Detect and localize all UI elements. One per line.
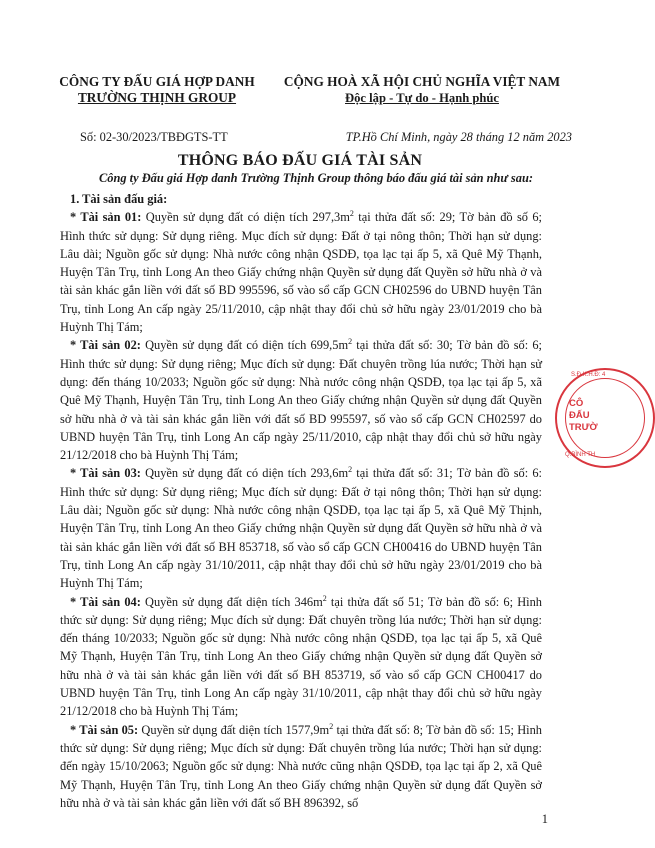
place-date: TP.Hồ Chí Minh, ngày 28 tháng 12 năm 2023 bbox=[345, 130, 572, 144]
section-heading: 1. Tài sản đấu giá: bbox=[70, 192, 168, 206]
asset-item bbox=[60, 721, 542, 812]
superscript: 2 bbox=[349, 209, 354, 219]
asset-area: Quyền sử dụng đất diện tích 1577,9m bbox=[138, 722, 330, 737]
asset-item bbox=[60, 208, 542, 336]
document-body bbox=[60, 190, 542, 812]
asset-text: tại thửa đất số: 8; Tờ bản đồ số: 15; Hình thức sử dụng: Sử dụng riêng; Mục đích sử dụng: Đất chuyên trồng lúa nước; Thời hạn sử dụng: đến ngày 15/10/2063; Nguồn gốc sử dụng: Nhà nước cũng nhận QSDĐ, tọa lạc tại ấp 2, xã Quê Mỹ Thạnh, Huyện Tân Trụ, tỉnh Long An theo Giấy chứng nhận Quyền sử dụng đất Quyền sở hữu nhà ở và tài sản khác gắn liền với đất số BH 896392, số bbox=[60, 722, 542, 810]
asset-area: Quyền sử dụng đất có diện tích 297,3m bbox=[141, 210, 350, 225]
asset-text: tại thửa đất số 51; Tờ bản đồ số: 6; Hình thức sử dụng: Sử dụng riêng; Mục đích sử dụng: Đất chuyên trồng lúa nước; Thời hạn sử dụng: đến tháng 10/2033; Nguồn gốc sử dụng: Nhà nước công nhận QSDĐ, tọa lạc tại ấp 5, xã Quê Mỹ Thạnh, Huyện Tân Trụ, tỉnh Long An theo Giấy chứng nhận Quyền sử dụng đất Quyền sở hữu nhà ở và tài sản khác gắn liền với đất số BH 853719, số vào sổ cấp GCN CH00417 do UBND huyện Tân Trụ, tỉnh Long An cấp ngày 31/10/2011, cập nhật thay đổi chủ sở hữu ngày 21/12/2018 cho bà Huỳnh Thị Tám; bbox=[60, 594, 542, 719]
seal-line: ĐẤU bbox=[569, 410, 590, 421]
seal-line: TRƯỜ bbox=[569, 422, 598, 433]
asset-label: * Tài sản 03: bbox=[70, 466, 141, 481]
seal-text bbox=[569, 398, 598, 434]
national-header bbox=[272, 74, 572, 106]
asset-label: * Tài sản 01: bbox=[70, 210, 142, 225]
superscript: 2 bbox=[322, 593, 327, 603]
nation-motto: Độc lập - Tự do - Hạnh phúc bbox=[345, 91, 499, 105]
nation-name: CỘNG HOÀ XÃ HỘI CHỦ NGHĨA VIỆT NAM bbox=[283, 74, 561, 89]
company-seal-stamp bbox=[555, 368, 655, 468]
asset-item bbox=[60, 593, 542, 721]
superscript: 2 bbox=[329, 721, 334, 731]
company-name-line1: CÔNG TY ĐẤU GIÁ HỢP DANH bbox=[59, 74, 255, 89]
document-subtitle: Công ty Đấu giá Hợp danh Trường Thịnh Group thông báo đấu giá tài sản như sau: bbox=[99, 171, 533, 185]
asset-item bbox=[60, 336, 542, 464]
company-name-line2: TRƯỜNG THỊNH GROUP bbox=[77, 90, 237, 105]
asset-text: tại thửa đất số: 30; Tờ bản đồ số: 6; Hình thức sử dụng: Sử dụng riêng; Mục đích sử dụng: Đất chuyên trồng lúa nước; Thời hạn sử dụng: đến tháng 10/2033; Nguồn gốc sử dụng: Nhà nước công nhận QSDĐ, tọa lạc tại ấp 5, xã Quê Mỹ Thạnh, Huyện Tân Trụ, tỉnh Long An theo Giấy chứng nhận Quyền sử dụng đất Quyền sở hữu nhà ở và tài sản khác gắn liền với đất số BD 995597, số vào sổ cấp GCN CH02597 do UBND huyện Tân Trụ, tỉnh Long An cấp ngày 25/11/2010, cập nhật thay đổi chủ sở hữu ngày 21/12/2018 cho bà Huỳnh Thị Tám; bbox=[60, 338, 542, 463]
asset-text: tại thửa đất số: 29; Tờ bản đồ số 6; Hình thức sử dụng: Sử dụng riêng. Mục đích sử dụng: Đất ở tại nông thôn; Thời hạn sử dụng: Lâu dài; Nguồn gốc sử dụng: Nhà nước công nhận QSDĐ, tọa lạc tại ấp 5, xã Quê Mỹ Thạnh, Huyện Tân Trụ, tỉnh Long An theo Giấy chứng nhận Quyền sử dụng đất Quyền sở hữu nhà ở và tài sản khác gắn liền với đất số BD 995596, số vào sổ cấp GCN CH02596 do UBND huyện Tân Trụ, tỉnh Long An cấp ngày 25/11/2010, cập nhật thay đổi chủ sở hữu ngày 23/01/2019 cho bà Huỳnh Thị Tám; bbox=[60, 210, 542, 335]
asset-area: Quyền sử dụng đất có diện tích 699,5m bbox=[140, 338, 349, 353]
reference-number: Số: 02-30/2023/TBĐGTS-TT bbox=[80, 130, 228, 144]
seal-rim-text: S.Đ.K.H.Đ: 4 bbox=[571, 372, 606, 378]
seal-line: CÔ bbox=[569, 398, 584, 409]
page-number: 1 bbox=[541, 812, 548, 826]
asset-text: tại thửa đất số: 31; Tờ bản đồ số: 6: Hình thức sử dụng: Sử dụng riêng; Mục đích sử dụng: Đất ở tại nông thôn; Thời hạn sử dụng: Lâu dài; Nguồn gốc sử dụng: Nhà nước công nhận QSDĐ, tọa lạc tại ấp 5, xã Quê Mỹ Thịnh, Huyện Tân Trụ, tỉnh Long An theo Giấy chứng nhận Quyền sử dụng đất Quyền sở hữu nhà ở và tài sản khác gắn liền với đất số BH 853718, số vào sổ cấp GCN CH00416 do UBND huyện Tân Trụ, tỉnh Long An cấp ngày 31/10/2011, cập nhật thay đổi chủ sở hữu ngày 23/01/2019 cho bà Huỳnh Thị Tám; bbox=[60, 466, 542, 591]
seal-rim-text: Q.BÌNH TH bbox=[565, 452, 596, 458]
document-title: THÔNG BÁO ĐẤU GIÁ TÀI SẢN bbox=[177, 152, 423, 169]
asset-label: * Tài sản 02: bbox=[70, 338, 141, 353]
asset-area: Quyền sử dụng đất có diện tích 293,6m bbox=[140, 466, 349, 481]
asset-item bbox=[60, 464, 542, 592]
asset-label: * Tài sản 05: bbox=[70, 722, 139, 737]
superscript: 2 bbox=[348, 337, 353, 347]
company-header bbox=[52, 74, 262, 106]
superscript: 2 bbox=[348, 465, 353, 475]
asset-area: Quyền sử dụng đất diện tích 346m bbox=[140, 594, 323, 609]
asset-label: * Tài sản 04: bbox=[70, 594, 141, 609]
